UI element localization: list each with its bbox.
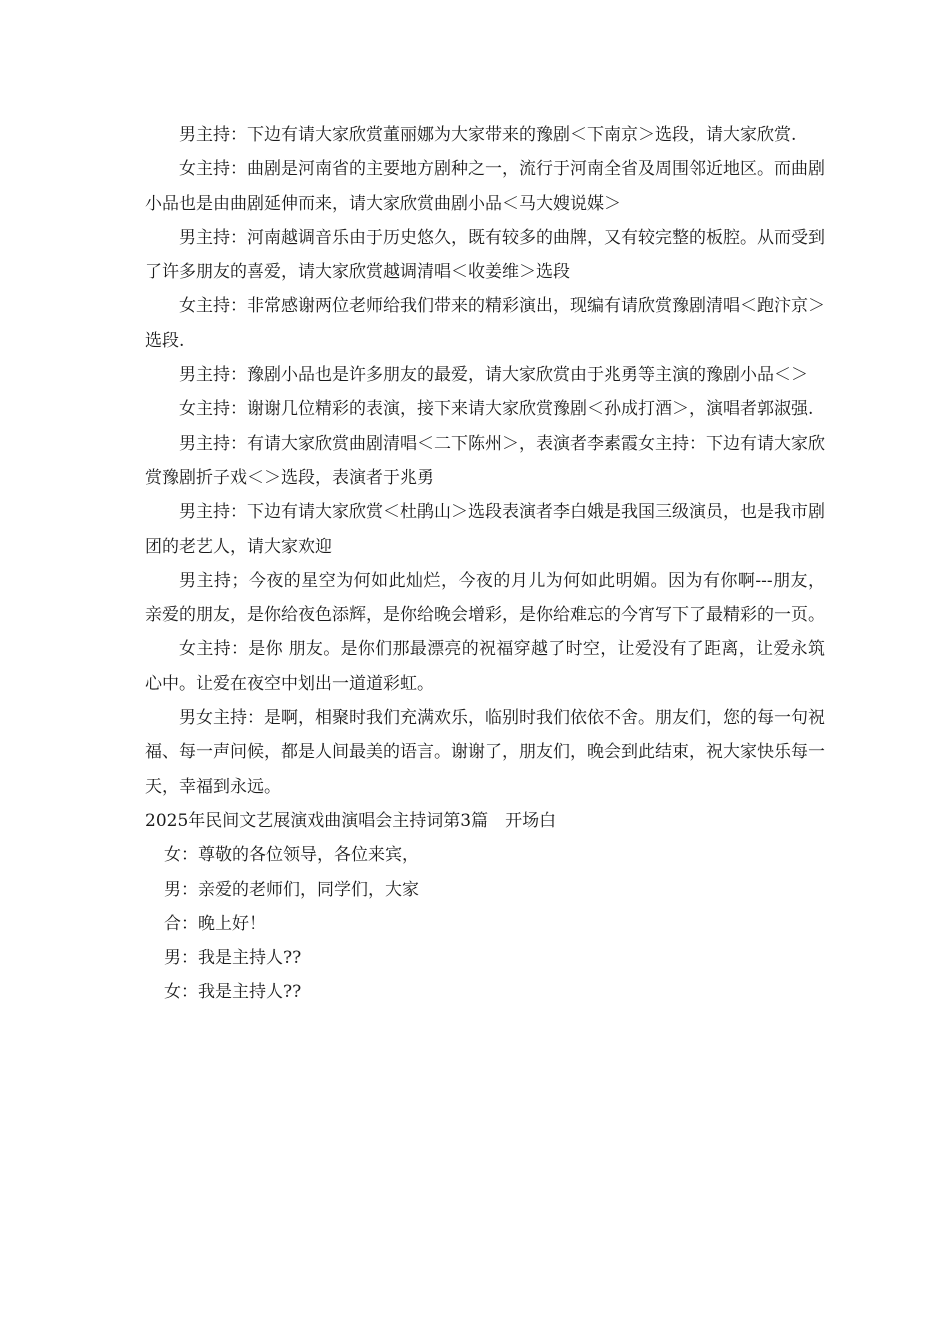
paragraph: 男主持：有请大家欣赏曲剧清唱＜二下陈州＞，表演者李素霞女主持：下边有请大家欣赏豫剧折子戏＜＞选段，表演者于兆勇 [145,433,825,488]
paragraph: 男主持：下边有请大家欣赏董丽娜为大家带来的豫剧＜下南京＞选段，请大家欣赏. [179,125,797,145]
paragraph: 男主持；今夜的星空为何如此灿烂，今夜的月儿为何如此明媚。因为有你啊---朋友，亲爱的朋友，是你给夜色添辉，是你给晚会增彩，是你给难忘的今宵写下了最精彩的一页。 [145,570,825,626]
document-page [145,118,825,1010]
paragraph: 男女主持：是啊，相聚时我们充满欢乐，临别时我们依依不舍。朋友们，您的每一句祝福、每一声问候，都是人间最美的语言。谢谢了，朋友们，晚会到此结束，祝大家快乐每一天，幸福到永远。 [145,708,825,797]
opening-line: 女：尊敬的各位领导，各位来宾， [164,845,419,866]
opening-line: 合：晚上好！ [164,913,266,934]
opening-line: 女：我是主持人?? [164,982,302,1003]
paragraph: 女主持：非常感谢两位老师给我们带来的精彩演出，现编有请欣赏豫剧清唱＜跑汴京＞选段. [145,296,825,351]
opening-line: 男：我是主持人?? [164,948,302,969]
paragraph: 女主持：曲剧是河南省的主要地方剧种之一，流行于河南全省及周围邻近地区。而曲剧小品也是由曲剧延伸而来，请大家欣赏曲剧小品＜马大嫂说媒＞ [145,159,825,214]
paragraph: 女主持：是你 朋友。是你们那最漂亮的祝福穿越了时空，让爱没有了距离，让爱永筑心中。让爱在夜空中划出一道道彩虹。 [145,639,825,694]
paragraph: 男主持：豫剧小品也是许多朋友的最爱，请大家欣赏由于兆勇等主演的豫剧小品＜＞ [179,365,808,386]
section-heading: 2025年民间文艺展演戏曲演唱会主持词第3篇 开场白 [145,810,557,831]
paragraph: 男主持：河南越调音乐由于历史悠久，既有较多的曲牌，又有较完整的板腔。从而受到了许多朋友的喜爱，请大家欣赏越调清唱＜收姜维＞选段 [145,227,825,283]
paragraph: 男主持：下边有请大家欣赏＜杜鹃山＞选段表演者李白娥是我国三级演员，也是我市剧团的老艺人，请大家欢迎 [145,502,825,557]
opening-line: 男：亲爱的老师们，同学们，大家 [164,879,419,900]
paragraph: 女主持：谢谢几位精彩的表演，接下来请大家欣赏豫剧＜孙成打酒＞，演唱者郭淑强. [179,399,814,420]
